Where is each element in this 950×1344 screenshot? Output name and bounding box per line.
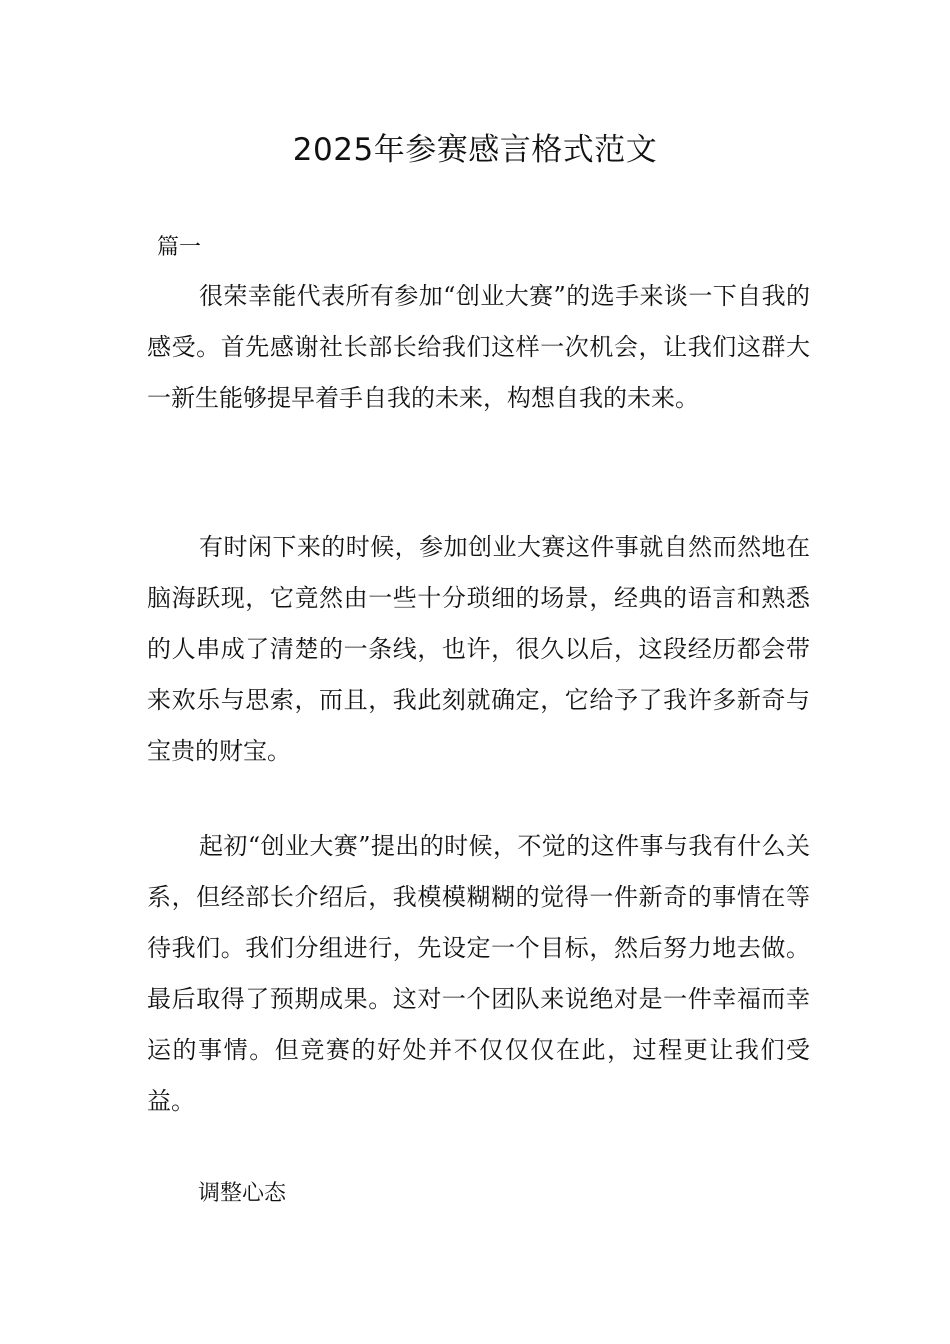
document-title: 2025年参赛感言格式范文 <box>292 132 658 168</box>
paragraph-1: 很荣幸能代表所有参加“创业大赛”的选手来谈一下自我的感受。首先感谢社长部长给我们这样一次机会，让我们这群大一新生能够提早着手自我的未来，构想自我的未来。 <box>147 282 810 412</box>
section-label: 篇一 <box>157 235 202 260</box>
paragraph-2: 有时闲下来的时候，参加创业大赛这件事就自然而然地在脑海跃现，它竟然由一些十分琐细的场景，经典的语言和熟悉的人串成了清楚的一条线，也许，很久以后，这段经历都会带来欢乐与思索，而且，我此刻就确定，它给予了我许多新奇与宝贵的财宝。 <box>147 533 810 765</box>
paragraph-3: 起初“创业大赛”提出的时候，不觉的这件事与我有什么关系，但经部长介绍后，我模模糊糊的觉得一件新奇的事情在等待我们。我们分组进行，先设定一个目标，然后努力地去做。最后取得了预期成果。这对一个团队来说绝对是一件幸福而幸运的事情。但竞赛的好处并不仅仅仅在此，过程更让我们受益。 <box>147 832 810 1115</box>
subheading: 调整心态 <box>198 1181 287 1206</box>
